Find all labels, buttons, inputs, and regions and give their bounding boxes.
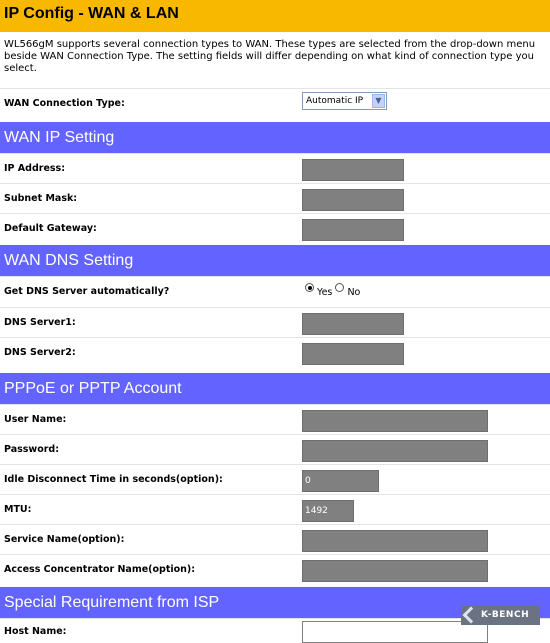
intro-text: WL566gM supports several connection types to WAN. These types are selected from the drop-down menu beside WAN Connection Type. The setting fields will differ depending on what kind of connection type you select. (4, 39, 536, 74)
section-wan-ip-setting: WAN IP Setting (0, 122, 550, 153)
idle-disconnect-label: Idle Disconnect Time in seconds(option): (4, 474, 223, 485)
user-name-input[interactable] (302, 410, 488, 432)
watermark-text: K-BENCH (481, 610, 530, 620)
mtu-input[interactable]: 1492 (302, 500, 354, 522)
idle-disconnect-row (0, 464, 550, 494)
dns-auto-label: Get DNS Server automatically? (4, 286, 170, 297)
dns-auto-yes-label: Yes (317, 287, 333, 298)
section-pppoe-pptp-account: PPPoE or PPTP Account (0, 373, 550, 404)
dns-server2-label: DNS Server2: (4, 347, 76, 358)
kbench-logo-icon (463, 607, 480, 624)
default-gateway-label: Default Gateway: (4, 223, 97, 234)
user-name-row (0, 404, 550, 434)
wan-connection-type-select[interactable] (302, 92, 387, 110)
subnet-mask-input[interactable] (302, 189, 404, 211)
password-input[interactable] (302, 440, 488, 462)
dns-server1-label: DNS Server1: (4, 317, 76, 328)
wan-connection-type-label: WAN Connection Type: (4, 98, 125, 109)
mtu-label: MTU: (4, 504, 32, 515)
default-gateway-row (0, 213, 550, 243)
subnet-mask-label: Subnet Mask: (4, 193, 78, 204)
chevron-down-icon[interactable]: ▼ (372, 94, 385, 108)
password-label: Password: (4, 444, 60, 455)
dns-server1-row (0, 307, 550, 337)
service-name-input[interactable] (302, 530, 488, 552)
wan-connection-type-row (0, 88, 550, 118)
dns-auto-no-label: No (347, 287, 361, 298)
dns-server1-input[interactable] (302, 313, 404, 335)
subnet-mask-row (0, 183, 550, 213)
dns-auto-row (0, 276, 550, 307)
access-concentrator-input[interactable] (302, 560, 488, 582)
host-name-label: Host Name: (4, 626, 67, 637)
access-concentrator-row (0, 554, 550, 584)
user-name-label: User Name: (4, 414, 67, 425)
ip-address-row (0, 153, 550, 183)
dns-auto-radio-group (305, 286, 360, 298)
access-concentrator-label: Access Concentrator Name(option): (4, 564, 196, 575)
section-special-requirement: Special Requirement from ISP (0, 587, 550, 618)
ip-address-label: IP Address: (4, 163, 65, 174)
service-name-row (0, 524, 550, 554)
service-name-label: Service Name(option): (4, 534, 125, 545)
wan-connection-type-value: Automatic IP (306, 96, 364, 106)
mtu-row (0, 494, 550, 524)
page-title: IP Config - WAN & LAN (0, 0, 550, 32)
password-row (0, 434, 550, 464)
dns-auto-yes-radio[interactable] (305, 283, 314, 292)
dns-server2-input[interactable] (302, 343, 404, 365)
ip-address-input[interactable] (302, 159, 404, 181)
default-gateway-input[interactable] (302, 219, 404, 241)
section-wan-dns-setting: WAN DNS Setting (0, 245, 550, 276)
idle-disconnect-input[interactable]: 0 (302, 470, 379, 492)
dns-server2-row (0, 337, 550, 367)
dns-auto-no-radio[interactable] (335, 283, 344, 292)
watermark-logo (461, 606, 540, 625)
